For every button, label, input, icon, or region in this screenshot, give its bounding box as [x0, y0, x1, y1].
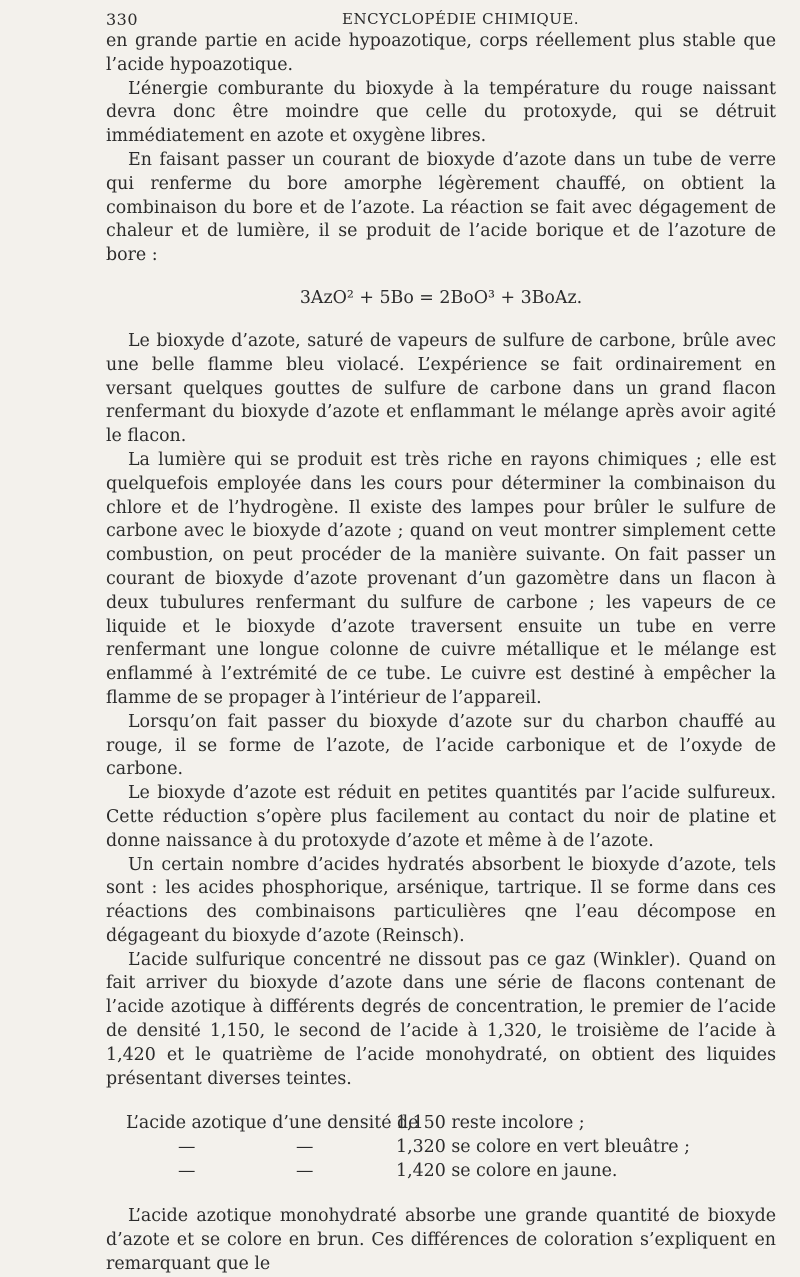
- row-value: 1,420 se colore en jaune.: [396, 1161, 618, 1182]
- ditto-dash: —: [296, 1137, 314, 1158]
- table-row: [106, 1111, 776, 1135]
- paragraph: Le bioxyde d’azote est réduit en petites quantités par l’acide sulfureux. Cette réduction s’opère plus facilement au contact du noir de platine et donne naissance à du protoxyde d’azote et même à de l’azote.: [106, 783, 776, 851]
- page-number: 330: [106, 10, 139, 29]
- paragraph: Lorsqu’on fait passer du bioxyde d’azote sur du charbon chauffé au rouge, il se forme de l’azote, de l’acide carbonique et de l’oxyde de carbone.: [106, 711, 776, 780]
- ditto-dash: —: [178, 1137, 196, 1158]
- table-row: [106, 1159, 776, 1183]
- running-title: ENCYCLOPÉDIE CHIMIQUE.: [342, 10, 580, 28]
- row-label: L’acide azotique d’une densité de: [126, 1113, 419, 1134]
- chemical-equation: 3AzO² + 5Bo = 2BoO³ + 3BoAz.: [299, 287, 583, 308]
- paragraph: Le bioxyde d’azote, saturé de vapeurs de sulfure de carbone, brûle avec une belle flamme bleu violacé. L’expérience se fait ordinairement en versant quelques gouttes de sulfure de carbone dans un grand flacon renfermant du bioxyde d’azote et enflammant le mélange après avoir agité le flacon.: [106, 330, 776, 447]
- page-header: [106, 4, 776, 30]
- paragraph: La lumière qui se produit est très riche en rayons chimiques ; elle est quelquefois employée dans les cours pour déterminer la combinaison du chlore et de l’hydrogène. Il existe des lampes pour brûler le sulfure de carbone avec le bioxyde d’azote ; quand on veut montrer simplement cette combustion, on peut procéder de la manière suivante. On fait passer un courant de bioxyde d’azote provenant d’un gazomètre dans un flacon à deux tubulures renfermant du sulfure de carbone ; les vapeurs de ce liquide et le bioxyde d’azote traversent ensuite un tube en verre renfermant une longue colonne de cuivre métallique et le mélange est enflammé à l’extrémité de ce tube. Le cuivre est destiné à empêcher la flamme de se propager à l’intérieur de l’appareil.: [106, 449, 776, 708]
- body-text: [106, 30, 776, 1277]
- row-value: 1,150 reste incolore ;: [396, 1113, 585, 1134]
- ditto-dash: —: [296, 1161, 314, 1182]
- table-row: [106, 1135, 776, 1159]
- paragraph: en grande partie en acide hypoazotique, corps réellement plus stable que l’acide hypoazotique.: [106, 31, 776, 75]
- paragraph: En faisant passer un courant de bioxyde d’azote dans un tube de verre qui renferme du bore amorphe légèrement chauffé, on obtient la combinaison du bore et de l’azote. La réaction se fait avec dégagement de chaleur et de lumière, il se produit de l’acide borique et de l’azoture de bore :: [106, 149, 776, 266]
- paragraph: Un certain nombre d’acides hydratés absorbent le bioxyde d’azote, tels sont : les acides phosphorique, arsénique, tartrique. Il se forme dans ces réactions des combinaisons particulières qne l’eau décompose en dégageant du bioxyde d’azote (Reinsch).: [106, 854, 776, 946]
- row-value: 1,320 se colore en vert bleuâtre ;: [396, 1137, 690, 1158]
- paragraph: L’énergie comburante du bioxyde à la température du rouge naissant devra donc être moindre que celle du protoxyde, qui se détruit immédiatement en azote et oxygène libres.: [106, 78, 776, 147]
- paragraph: L’acide sulfurique concentré ne dissout pas ce gaz (Winkler). Quand on fait arriver du bioxyde d’azote dans une série de flacons contenant de l’acide azotique à différents degrés de concentration, le premier de l’acide de densité 1,150, le second de l’acide à 1,320, le troisième de l’acide à 1,420 et le quatrième de l’acide monohydraté, on obtient des liquides présentant diverses teintes.: [106, 949, 776, 1089]
- ditto-dash: —: [178, 1161, 196, 1182]
- paragraph: L’acide azotique monohydraté absorbe une grande quantité de bioxyde d’azote et se colore en brun. Ces différences de coloration s’expliquent en remarquant que le: [106, 1206, 776, 1275]
- density-table: [106, 1111, 776, 1183]
